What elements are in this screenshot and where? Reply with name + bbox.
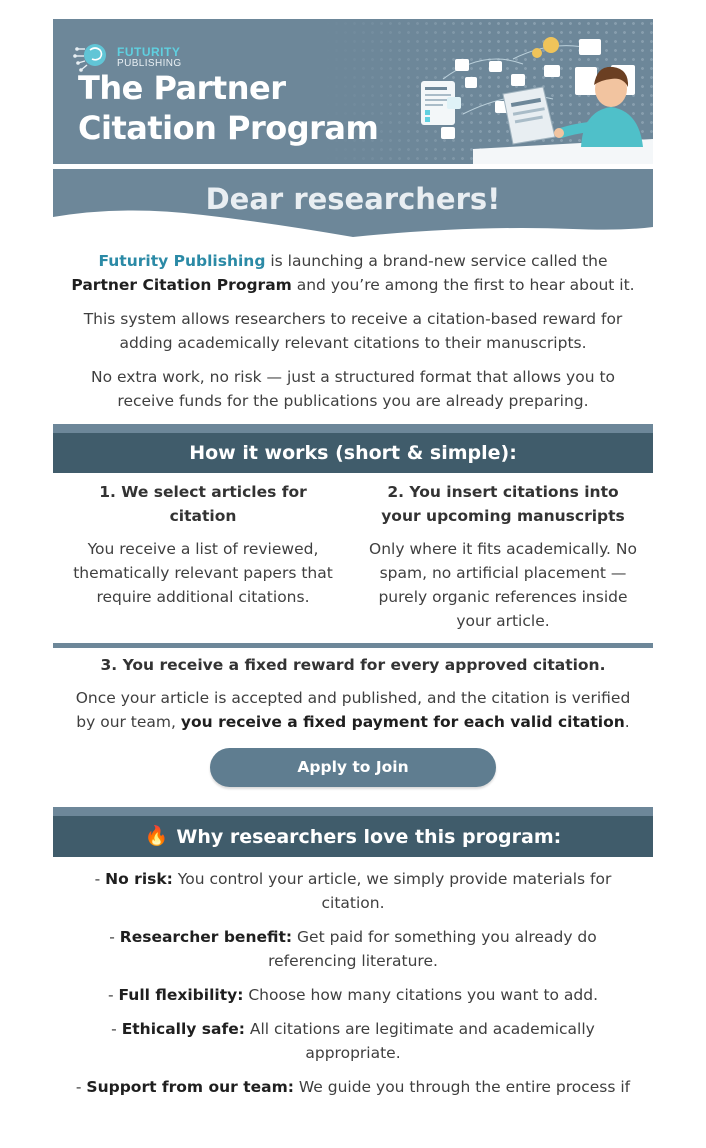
benefits-list (53, 857, 653, 1099)
brand-name: Futurity Publishing (98, 252, 266, 270)
step-1-title: 1. We select articles for citation (99, 483, 307, 525)
step-1 (53, 480, 353, 633)
list-item-bullet: - (111, 1020, 122, 1038)
step-3-text-a: Once your article is accepted and published, and the citation is verified by our team, (75, 689, 631, 731)
intro-text-a: is launching a brand-new service called the (265, 252, 608, 270)
list-item-term: No risk: (105, 870, 173, 888)
cta-wrapper (53, 748, 653, 787)
step-3-title: 3. You receive a fixed reward for every approved citation. (100, 656, 606, 674)
list-item-bullet: - (75, 1078, 87, 1096)
apply-to-join-button[interactable]: Apply to Join (210, 748, 496, 787)
list-item (71, 867, 635, 915)
why-heading: Why researchers love this program: (176, 825, 562, 848)
list-item-text: Get paid for something you already do referencing literature. (268, 928, 597, 970)
step-3-text-end: . (624, 713, 630, 731)
step-1-text: You receive a list of reviewed, thematically relevant papers that require additional citations. (73, 540, 333, 606)
list-item-text: All citations are legitimate and academically appropriate. (244, 1020, 595, 1062)
step-3 (53, 648, 653, 734)
steps-columns (53, 473, 653, 633)
email-body (53, 19, 653, 1109)
intro-section (53, 237, 653, 413)
hero-banner (53, 19, 653, 164)
list-item (71, 1017, 635, 1065)
greeting-banner (53, 169, 653, 237)
list-item (71, 925, 635, 973)
hero-title-line-2: Citation Program (78, 109, 379, 147)
list-item-text: We guide you through the entire process if (293, 1078, 631, 1096)
wave-decoration (53, 207, 653, 237)
logo-name: FUTURITY (117, 45, 181, 60)
fire-icon: 🔥 (144, 825, 169, 847)
step-2-title: 2. You insert citations into your upcoming manuscripts (381, 483, 625, 525)
step-2-text: Only where it fits academically. No spam, no artificial placement — purely organic references inside your article. (369, 540, 637, 630)
list-item (71, 1075, 635, 1099)
list-item-bullet: - (109, 928, 120, 946)
hero-title-line-1: The Partner (78, 69, 286, 107)
list-item-text: You control your article, we simply provide materials for citation. (172, 870, 612, 912)
step-3-text-bold: you receive a fixed payment for each valid citation (180, 713, 625, 731)
list-item (71, 983, 635, 1007)
list-item-term: Support from our team: (86, 1078, 294, 1096)
intro-paragraph-3: No extra work, no risk — just a structured format that allows you to receive funds for the publications you are already preparing. (90, 368, 616, 410)
intro-paragraph-2: This system allows researchers to receive a citation-based reward for adding academically relevant citations to their manuscripts. (83, 310, 623, 352)
how-it-works-heading: How it works (short & simple): (189, 442, 517, 464)
logo-subtitle: PUBLISHING (117, 58, 182, 70)
intro-text-b: and you’re among the first to hear about it. (291, 276, 635, 294)
list-item-text: Choose how many citations you want to add. (243, 986, 599, 1004)
list-item-bullet: - (94, 870, 106, 888)
list-item-term: Full flexibility: (118, 986, 244, 1004)
list-item-term: Ethically safe: (121, 1020, 245, 1038)
step-2 (353, 480, 653, 633)
greeting-title: Dear researchers! (205, 182, 501, 216)
list-item-term: Researcher benefit: (119, 928, 293, 946)
list-item-bullet: - (107, 986, 119, 1004)
researcher-at-laptop-illustration (403, 19, 653, 164)
why-header (53, 807, 653, 857)
step-3-text (69, 686, 637, 734)
how-it-works-header (53, 424, 653, 473)
hero-title (78, 68, 378, 148)
program-name: Partner Citation Program (71, 276, 292, 294)
intro-paragraph-1 (71, 249, 635, 297)
